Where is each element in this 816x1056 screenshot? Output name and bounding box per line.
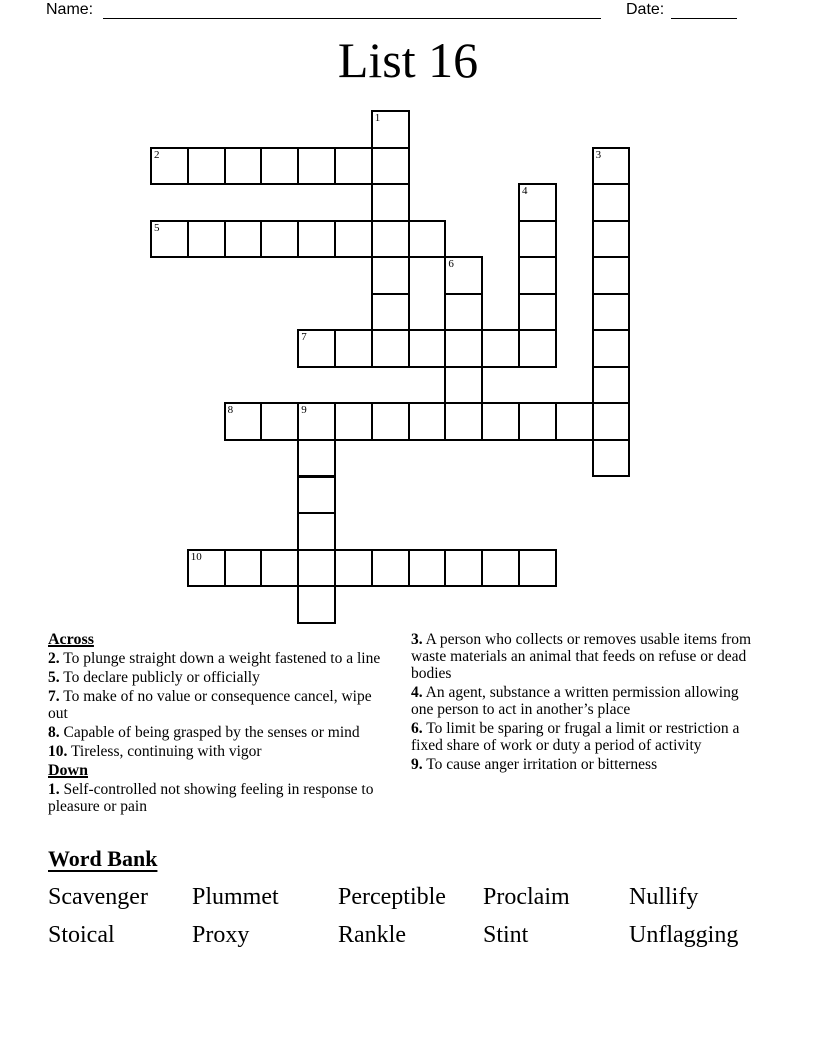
cell-number-6: 6 [448, 258, 454, 271]
clue-number: 6. [411, 720, 423, 737]
name-blank-line[interactable] [103, 2, 601, 19]
word-bank-item-nullify: Nullify [629, 884, 699, 910]
grid-cell-r13c4[interactable] [297, 585, 336, 624]
grid-cell-r3c1[interactable] [187, 220, 226, 259]
date-label: Date: [626, 1, 665, 18]
clue-7: 7. To make of no value or consequence cancel, wipe out [48, 688, 372, 722]
clue-1: 1. Self-controlled not showing feeling in response to pleasure or pain [48, 781, 374, 815]
grid-cell-r8c11[interactable] [555, 402, 594, 441]
grid-cell-r6c4[interactable] [297, 329, 336, 368]
clue-3: 3. A person who collects or removes usable items from waste materials an animal that feeds on refuse or dead bodies [411, 631, 752, 682]
clue-number: 1. [48, 781, 60, 798]
grid-cell-r3c10[interactable] [518, 220, 557, 259]
grid-cell-r6c8[interactable] [444, 329, 483, 368]
grid-cell-r8c3[interactable] [260, 402, 299, 441]
grid-cell-r1c6[interactable] [371, 147, 410, 186]
cell-number-10: 10 [190, 550, 202, 563]
grid-cell-r8c6[interactable] [371, 402, 410, 441]
grid-cell-r1c5[interactable] [334, 147, 373, 186]
grid-cell-r9c12[interactable] [592, 439, 631, 478]
word-bank-item-proclaim: Proclaim [483, 884, 570, 910]
word-bank-item-perceptible: Perceptible [338, 884, 446, 910]
cell-number-9: 9 [301, 404, 307, 417]
clue-8: 8. Capable of being grasped by the senses or mind [48, 724, 360, 741]
cell-number-4: 4 [522, 185, 528, 198]
word-bank-item-plummet: Plummet [192, 884, 279, 910]
clues-right-column [411, 631, 763, 775]
grid-cell-r1c12[interactable] [592, 147, 631, 186]
grid-cell-r12c2[interactable] [224, 549, 263, 588]
grid-cell-r12c1[interactable] [187, 549, 226, 588]
grid-cell-r12c4[interactable] [297, 549, 336, 588]
grid-cell-r3c4[interactable] [297, 220, 336, 259]
clue-6: 6. To limit be sparing or frugal a limit or restriction a fixed share of work or duty a period of activity [411, 720, 740, 754]
clue-5: 5. To declare publicly or officially [48, 669, 260, 686]
grid-cell-r12c6[interactable] [371, 549, 410, 588]
grid-cell-r3c6[interactable] [371, 220, 410, 259]
word-bank-heading: Word Bank [48, 846, 158, 871]
clue-number: 4. [411, 684, 423, 701]
grid-cell-r4c10[interactable] [518, 256, 557, 295]
grid-cell-r6c9[interactable] [481, 329, 520, 368]
grid-cell-r12c3[interactable] [260, 549, 299, 588]
grid-cell-r3c0[interactable] [150, 220, 189, 259]
grid-cell-r9c4[interactable] [297, 439, 336, 478]
cell-number-7: 7 [301, 331, 307, 344]
name-label: Name: [46, 1, 94, 18]
word-bank-item-proxy: Proxy [192, 922, 250, 948]
grid-cell-r6c5[interactable] [334, 329, 373, 368]
word-bank-list [48, 883, 768, 949]
grid-cell-r3c2[interactable] [224, 220, 263, 259]
cell-number-5: 5 [154, 221, 160, 234]
grid-cell-r8c4[interactable] [297, 402, 336, 441]
clue-2: 2. To plunge straight down a weight fastened to a line [48, 650, 381, 667]
grid-cell-r5c12[interactable] [592, 293, 631, 332]
word-bank-item-stint: Stint [483, 922, 529, 948]
grid-cell-r4c8[interactable] [444, 256, 483, 295]
grid-cell-r11c4[interactable] [297, 512, 336, 551]
word-bank-item-scavenger: Scavenger [48, 884, 148, 910]
grid-cell-r5c8[interactable] [444, 293, 483, 332]
grid-cell-r1c0[interactable] [150, 147, 189, 186]
grid-cell-r3c12[interactable] [592, 220, 631, 259]
grid-cell-r8c5[interactable] [334, 402, 373, 441]
grid-cell-r4c12[interactable] [592, 256, 631, 295]
grid-cell-r8c10[interactable] [518, 402, 557, 441]
grid-cell-r7c8[interactable] [444, 366, 483, 405]
word-bank-item-rankle: Rankle [338, 922, 406, 948]
grid-cell-r8c9[interactable] [481, 402, 520, 441]
clues-heading-down: Down [48, 762, 89, 779]
grid-cell-r1c4[interactable] [297, 147, 336, 186]
clue-number: 2. [48, 650, 60, 667]
grid-cell-r3c7[interactable] [408, 220, 447, 259]
clue-9: 9. To cause anger irritation or bitterness [411, 756, 658, 773]
clue-number: 10. [48, 743, 68, 760]
grid-cell-r3c5[interactable] [334, 220, 373, 259]
grid-cell-r2c12[interactable] [592, 183, 631, 222]
clue-10: 10. Tireless, continuing with vigor [48, 743, 262, 760]
clue-number: 5. [48, 669, 60, 686]
grid-cell-r12c8[interactable] [444, 549, 483, 588]
clue-number: 9. [411, 756, 423, 773]
cell-number-2: 2 [154, 148, 160, 161]
grid-cell-r3c3[interactable] [260, 220, 299, 259]
date-blank-line[interactable] [671, 2, 737, 19]
clue-number: 7. [48, 688, 60, 705]
word-bank-item-unflagging: Unflagging [629, 922, 739, 948]
grid-cell-r1c2[interactable] [224, 147, 263, 186]
grid-cell-r12c9[interactable] [481, 549, 520, 588]
cell-number-1: 1 [374, 112, 381, 124]
grid-cell-r6c6[interactable] [371, 329, 410, 368]
grid-cell-r6c7[interactable] [408, 329, 447, 368]
grid-cell-r5c10[interactable] [518, 293, 557, 332]
grid-cell-r1c1[interactable] [187, 147, 226, 186]
grid-cell-r4c6[interactable] [371, 256, 410, 295]
cell-number-3: 3 [595, 148, 602, 161]
grid-cell-r8c12[interactable] [592, 402, 631, 441]
worksheet-title: List 16 [337, 32, 479, 88]
grid-cell-r10c4[interactable] [297, 476, 336, 515]
grid-cell-r0c6[interactable] [371, 110, 410, 149]
grid-cell-r5c6[interactable] [371, 293, 410, 332]
word-bank-item-stoical: Stoical [48, 922, 115, 948]
grid-cell-r6c12[interactable] [592, 329, 631, 368]
clues-heading-across: Across [48, 631, 94, 648]
clue-number: 3. [411, 631, 423, 648]
grid-cell-r1c3[interactable] [260, 147, 299, 186]
grid-cell-r6c10[interactable] [518, 329, 557, 368]
grid-cell-r8c7[interactable] [408, 402, 447, 441]
grid-cell-r7c12[interactable] [592, 366, 631, 405]
grid-cell-r12c7[interactable] [408, 549, 447, 588]
cell-number-8: 8 [227, 404, 234, 417]
clues-left-column [48, 631, 390, 817]
grid-cell-r8c2[interactable] [224, 402, 263, 441]
clue-4: 4. An agent, substance a written permission allowing one person to act in another’s place [411, 684, 739, 718]
grid-cell-r8c8[interactable] [444, 402, 483, 441]
grid-cell-r12c10[interactable] [518, 549, 557, 588]
grid-cell-r2c10[interactable] [518, 183, 557, 222]
grid-cell-r12c5[interactable] [334, 549, 373, 588]
grid-cell-r2c6[interactable] [371, 183, 410, 222]
clue-number: 8. [48, 724, 60, 741]
